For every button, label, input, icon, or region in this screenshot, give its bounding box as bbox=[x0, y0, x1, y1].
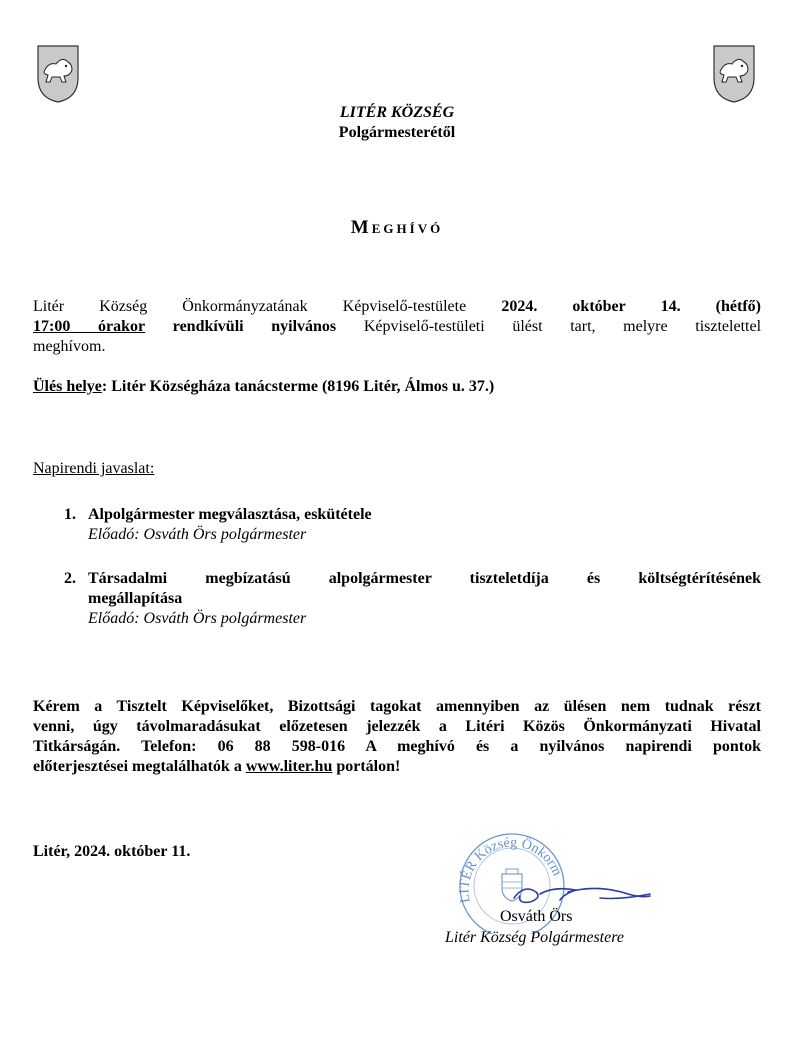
agenda-item-2-presenter: Előadó: Osváth Örs polgármester bbox=[88, 610, 307, 627]
meeting-time: 17:00 órakor bbox=[33, 318, 146, 335]
intro-line-3: meghívom. bbox=[33, 338, 106, 355]
municipality-name: LITÉR KÖZSÉG bbox=[339, 104, 455, 121]
from-line: Polgármesterétől bbox=[338, 124, 456, 141]
agenda-item-2-number: 2. bbox=[64, 570, 76, 587]
stamp-text: LITÉR Község Önkorm bbox=[457, 835, 565, 904]
crest-right-icon bbox=[712, 44, 756, 104]
signer-position: Litér Község Polgármestere bbox=[445, 929, 624, 946]
notice-line-4 bbox=[33, 757, 400, 777]
notice-line-3: Titkárságán. Telefon: 06 88 598-016 A meghívó és a nyilvános napirendi pontok bbox=[33, 738, 761, 755]
notice-line-1: Kérem a Tisztelt Képviselőket, Bizottsági tagokat amennyiben az ülésen nem tudnak részt bbox=[33, 698, 761, 715]
title-rest: EGHÍVÓ bbox=[371, 221, 444, 236]
agenda-item-1-title: Alpolgármester megválasztása, eskütétele bbox=[88, 506, 372, 523]
intro-line-1 bbox=[33, 297, 761, 317]
signer-name: Osváth Örs bbox=[500, 908, 573, 925]
agenda-item-1-presenter: Előadó: Osváth Örs polgármester bbox=[88, 526, 307, 543]
meeting-type: rendkívüli nyilvános bbox=[172, 318, 337, 335]
agenda-item-2-title-cont: megállapítása bbox=[88, 590, 183, 607]
venue-label: Ülés helye bbox=[33, 378, 102, 395]
notice-text-end: portálon! bbox=[336, 758, 401, 775]
agenda-heading: Napirendi javaslat: bbox=[33, 460, 155, 477]
crest-left-icon bbox=[36, 44, 80, 104]
venue-value: : Litér Községháza tanácsterme (8196 Litér, Álmos u. 37.) bbox=[101, 378, 495, 395]
document-title bbox=[0, 218, 794, 239]
notice-line-2: venni, úgy távolmaradásukat előzetesen jelezzék a Litéri Közös Önkormányzati Hivatal bbox=[33, 718, 761, 735]
venue-line bbox=[33, 377, 494, 397]
intro-text-2: Képviselő-testületi ülést tart, melyre tisztelettel bbox=[363, 318, 762, 335]
meeting-date: 2024. október 14. (hétfő) bbox=[501, 298, 761, 315]
notice-text: előterjesztései megtalálhatók a bbox=[33, 758, 242, 775]
agenda-item-1-number: 1. bbox=[64, 506, 76, 523]
title-first-letter: M bbox=[350, 217, 372, 238]
intro-line-2 bbox=[33, 317, 761, 337]
intro-text: Litér Község Önkormányzatának Képviselő-testülete bbox=[33, 298, 467, 315]
website-link[interactable]: www.liter.hu bbox=[245, 758, 333, 775]
place-date: Litér, 2024. október 11. bbox=[33, 843, 191, 860]
agenda-item-2-title: Társadalmi megbízatású alpolgármester tiszteletdíja és költségtérítésének bbox=[88, 570, 761, 587]
